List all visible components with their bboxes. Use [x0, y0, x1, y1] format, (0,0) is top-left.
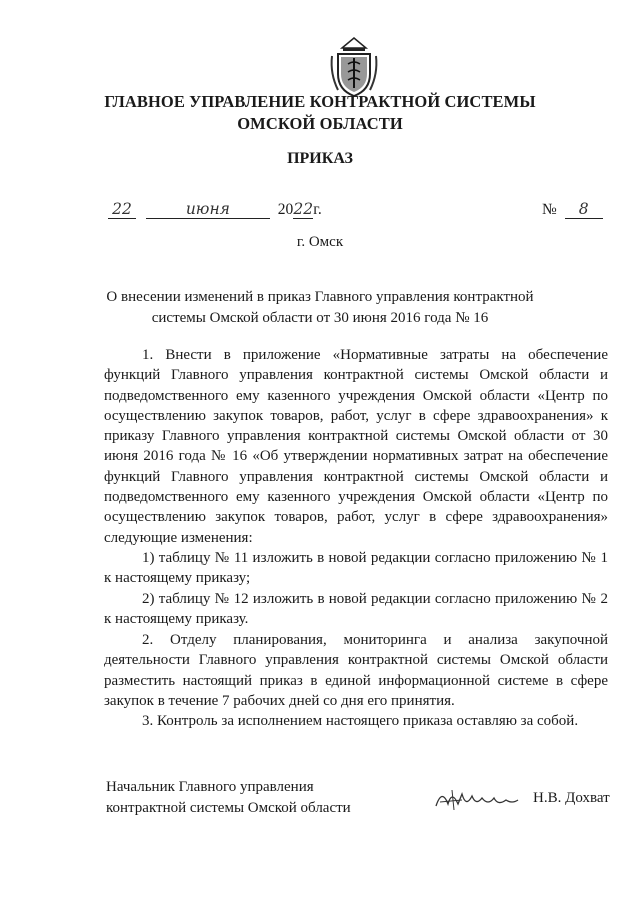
signatory-title	[106, 777, 351, 818]
handwritten-signature	[432, 782, 522, 814]
date-day: 22	[108, 201, 136, 219]
date-month: июня	[146, 201, 270, 219]
signatory-title-line1: Начальник Главного управления	[106, 779, 314, 795]
paragraph-1-item-1: 1) таблицу № 11 изложить в новой редакции согласно приложению № 1 к настоящему приказу;	[104, 550, 608, 587]
subject-line1: О внесении изменений в приказ Главного управления контрактной	[106, 289, 534, 305]
number-label: №	[542, 201, 557, 218]
city: г. Омск	[296, 234, 344, 250]
signatory-name: Н.В. Дохват	[533, 790, 610, 806]
number-line	[542, 201, 603, 219]
document-number: 8	[565, 201, 603, 219]
coat-of-arms-icon	[328, 34, 380, 98]
paragraph-1: 1. Внести в приложение «Нормативные затраты на обеспечение функций Главного управления контрактной системы Омской области и подведомственного ему казенного учреждения Омской области «Центр по осуществлению закупок товаров, работ, услуг в сфере здравоохранения» к приказу Главного управления контрактной системы Омской области от 30 июня 2016 года № 16 «Об утверждении нормативных затрат на обеспечение функций Главного управления контрактной системы Омской области и подведомственного ему казенного учреждения Омской области «Центр по осуществлению закупок товаров, работ, услуг в сфере здравоохранения» следующие изменения:	[104, 347, 608, 546]
paragraph-2: 2. Отделу планирования, мониторинга и анализа закупочной деятельности Главного управления контрактной системы Омской области разместить настоящий приказ в единой информационной системе в сфере закупок в течение 7 рабочих дней со дня его принятия.	[104, 632, 608, 709]
org-name-line2: ОМСКОЙ ОБЛАСТИ	[237, 114, 403, 133]
paragraph-1-item-2: 2) таблицу № 12 изложить в новой редакции согласно приложению № 2 к настоящему приказу.	[104, 591, 608, 628]
document-type: ПРИКАЗ	[287, 150, 353, 167]
subject	[90, 287, 550, 329]
org-name-line1: ГЛАВНОЕ УПРАВЛЕНИЕ КОНТРАКТНОЙ СИСТЕМЫ	[104, 92, 536, 111]
date-line	[108, 201, 322, 219]
signatory-title-line2: контрактной системы Омской области	[106, 799, 351, 816]
date-year-end: г.	[313, 201, 322, 218]
date-year-suffix: 22	[293, 200, 314, 218]
paragraph-3: 3. Контроль за исполнением настоящего приказа оставляю за собой.	[142, 713, 579, 729]
subject-line2: системы Омской области от 30 июня 2016 года № 16	[151, 310, 489, 326]
date-year-prefix: 20	[277, 201, 294, 218]
